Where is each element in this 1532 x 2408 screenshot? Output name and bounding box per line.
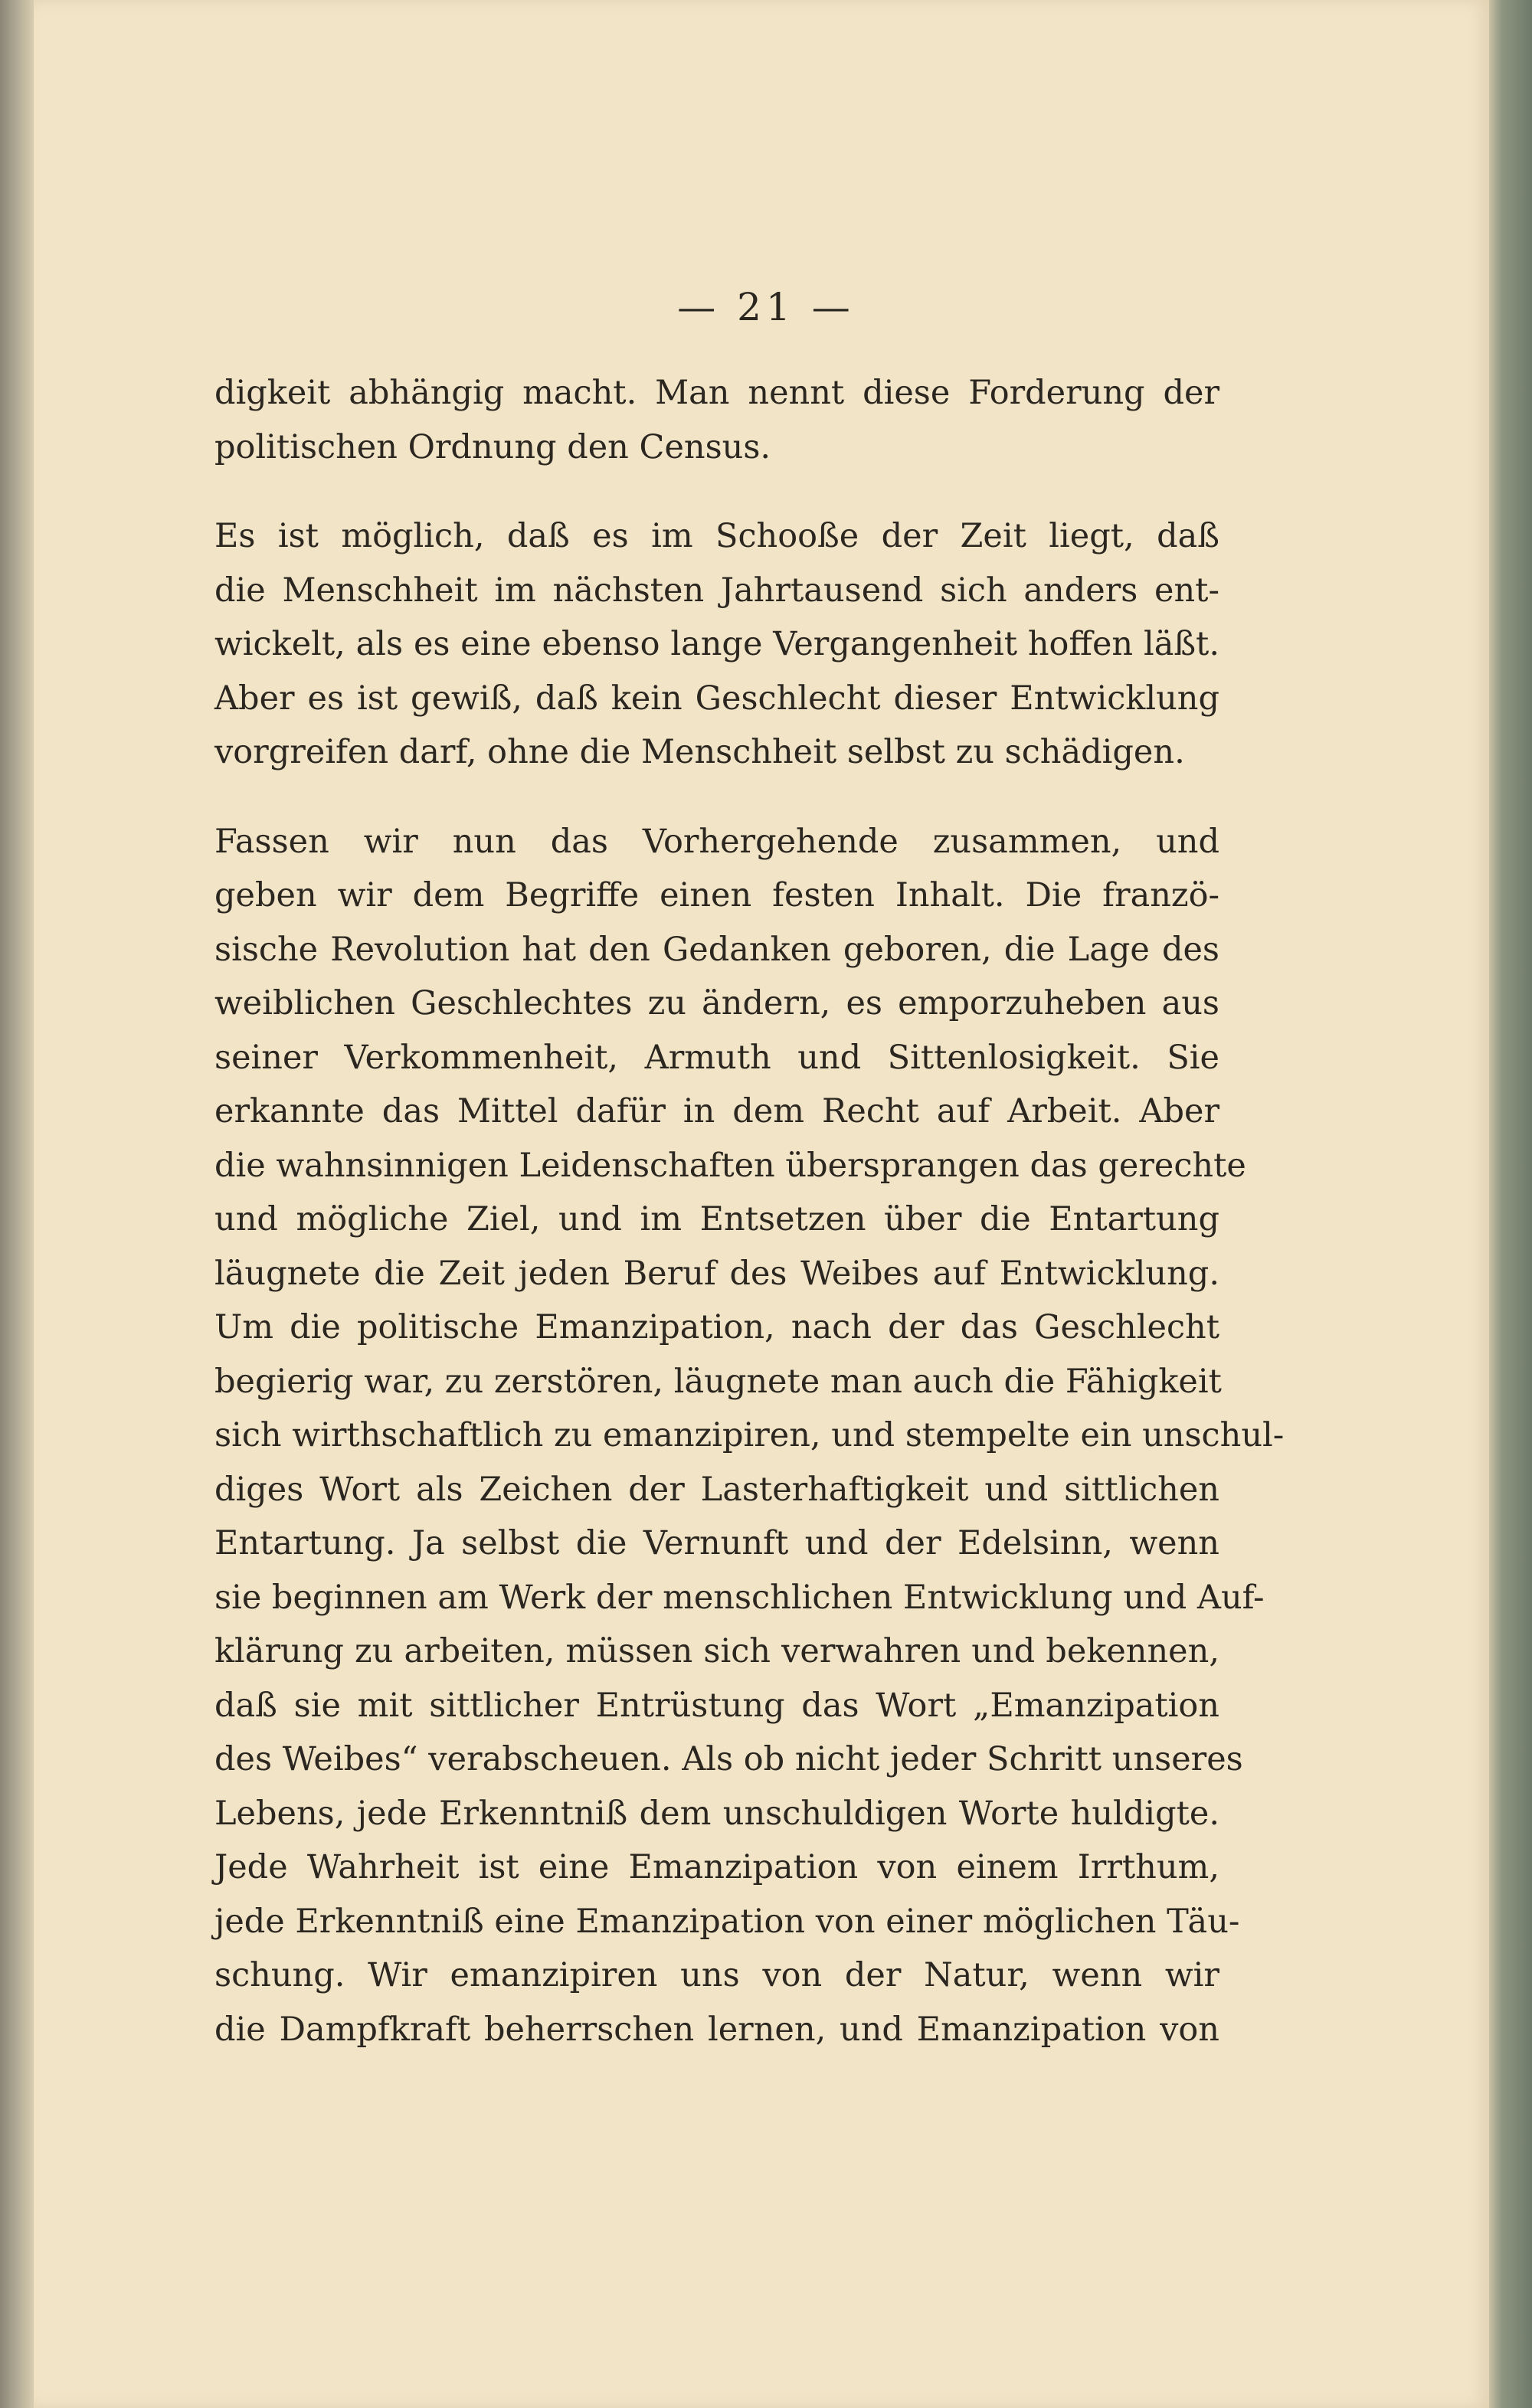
text-line: klärung zu arbeiten, müssen sich verwahren und bekennen, xyxy=(214,1632,1219,1670)
text-line: weiblichen Geschlechtes zu ändern, es emporzuheben aus xyxy=(214,984,1219,1022)
text-line: sich wirthschaftlich zu emanzipiren, und stempelte ein unschul- xyxy=(214,1416,1285,1454)
text-line: läugnete die Zeit jeden Beruf des Weibes auf Entwicklung. xyxy=(214,1254,1219,1293)
text-line: Lebens, jede Erkenntniß dem unschuldigen Worte huldigte. xyxy=(214,1794,1219,1833)
text-line: die Dampfkraft beherrschen lernen, und Emanzipation von xyxy=(214,2010,1219,2049)
text-line: Jede Wahrheit ist eine Emanzipation von einem Irrthum, xyxy=(214,1848,1219,1886)
text-line: politischen Ordnung den Census. xyxy=(214,427,771,466)
body-text xyxy=(214,366,1285,2056)
text-line: Es ist möglich, daß es im Schooße der Zeit liegt, daß xyxy=(214,517,1219,555)
text-line: Aber es ist gewiß, daß kein Geschlecht dieser Entwicklung xyxy=(214,679,1219,718)
book-cover-edge xyxy=(1489,0,1532,2408)
paragraph xyxy=(214,815,1285,2057)
text-line: sie beginnen am Werk der menschlichen Entwicklung und Auf- xyxy=(214,1578,1265,1617)
text-line: die Menschheit im nächsten Jahrtausend sich anders ent- xyxy=(214,571,1219,610)
text-line: geben wir dem Begriffe einen festen Inhalt. Die franzö- xyxy=(214,876,1219,914)
text-line: erkannte das Mittel dafür in dem Recht auf Arbeit. Aber xyxy=(214,1092,1219,1130)
paragraph xyxy=(214,509,1219,780)
text-line: schung. Wir emanzipiren uns von der Natur, wenn wir xyxy=(214,1956,1219,1994)
text-line: wickelt, als es eine ebenso lange Vergangenheit hoffen läßt. xyxy=(214,625,1219,663)
page-number: — 21 — xyxy=(677,285,855,329)
text-line: jede Erkenntniß eine Emanzipation von einer möglichen Täu- xyxy=(214,1902,1240,1941)
text-line: Um die politische Emanzipation, nach der das Geschlecht xyxy=(214,1308,1219,1346)
text-line: sische Revolution hat den Gedanken geboren, die Lage des xyxy=(214,930,1219,969)
text-line: des Weibes“ verabscheuen. Als ob nicht jeder Schritt unseres xyxy=(214,1740,1243,1778)
text-line: digkeit abhängig macht. Man nennt diese Forderung der xyxy=(214,374,1219,412)
text-line: die wahnsinnigen Leidenschaften übersprangen das gerechte xyxy=(214,1146,1246,1185)
book-left-edge xyxy=(0,0,34,2408)
text-line: vorgreifen darf, ohne die Menschheit selbst zu schädigen. xyxy=(214,733,1185,771)
text-line: diges Wort als Zeichen der Lasterhaftigkeit und sittlichen xyxy=(214,1470,1219,1509)
text-line: Entartung. Ja selbst die Vernunft und der Edelsinn, wenn xyxy=(214,1524,1219,1562)
paragraph xyxy=(214,366,1219,474)
text-line: daß sie mit sittlicher Entrüstung das Wort „Emanzipation xyxy=(214,1686,1219,1725)
text-line: und mögliche Ziel, und im Entsetzen über die Entartung xyxy=(214,1200,1219,1238)
text-line: begierig war, zu zerstören, läugnete man auch die Fähigkeit xyxy=(214,1362,1222,1401)
text-line: Fassen wir nun das Vorhergehende zusammen, und xyxy=(214,822,1219,861)
text-line: seiner Verkommenheit, Armuth und Sittenlosigkeit. Sie xyxy=(214,1038,1219,1077)
